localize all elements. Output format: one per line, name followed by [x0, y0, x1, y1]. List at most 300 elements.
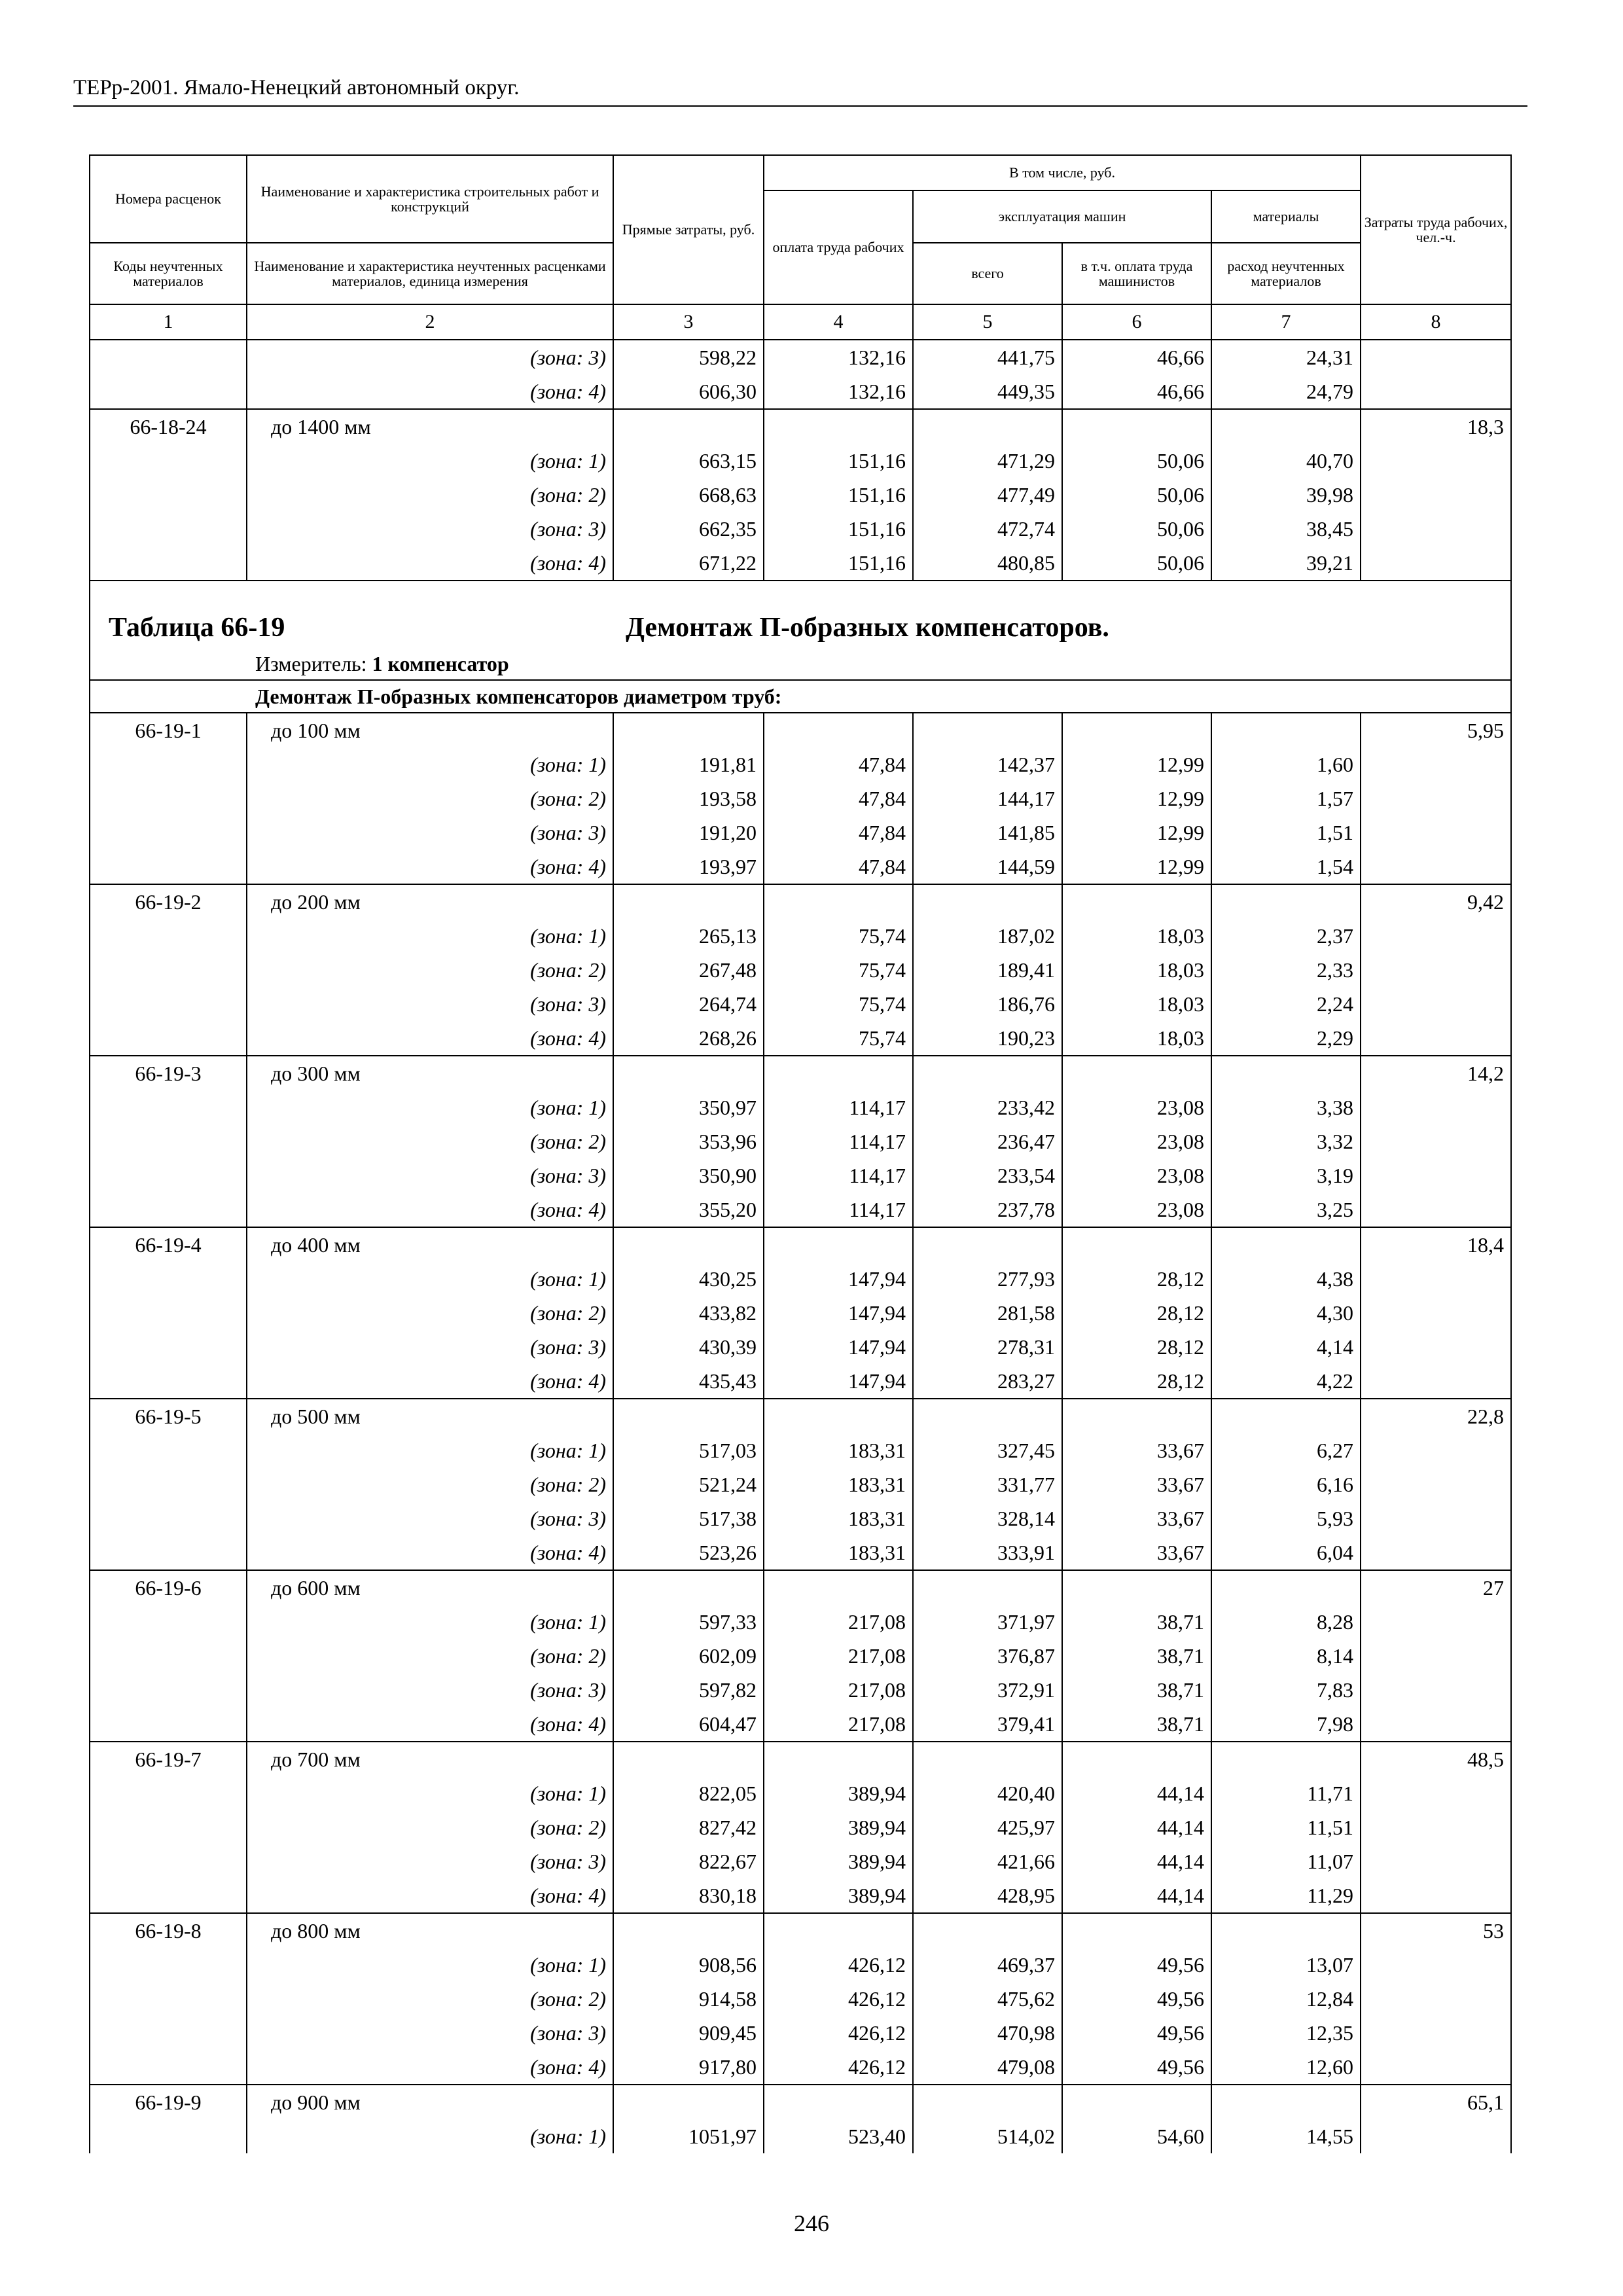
worker-wages: 217,08	[764, 1673, 913, 1707]
zone-label: (зона: 3)	[247, 2016, 613, 2050]
table-row	[90, 1605, 1511, 1639]
table-row	[90, 1056, 1511, 1090]
page-header-title: ТЕРр-2001. Ямало-Ненецкий автономный округ.	[73, 76, 520, 99]
zone-label: (зона: 3)	[247, 1501, 613, 1535]
direct-costs: 521,24	[613, 1467, 764, 1501]
col-number: 8	[1361, 304, 1511, 340]
zone-label: (зона: 4)	[247, 1878, 613, 1913]
worker-wages: 389,94	[764, 1844, 913, 1878]
empty-cell	[1361, 444, 1511, 478]
table-row	[90, 1501, 1511, 1535]
empty-cell	[90, 1844, 247, 1878]
direct-costs: 662,35	[613, 512, 764, 546]
table-row	[90, 1776, 1511, 1810]
empty-cell	[1361, 512, 1511, 546]
table-row	[90, 374, 1511, 409]
empty-cell	[1211, 713, 1361, 747]
operator-wages: 38,71	[1062, 1605, 1211, 1639]
rate-code: 66-19-4	[90, 1227, 247, 1262]
machine-total: 237,78	[913, 1193, 1062, 1227]
empty-cell	[1361, 919, 1511, 953]
table-row	[90, 1262, 1511, 1296]
machine-total: 420,40	[913, 1776, 1062, 1810]
worker-wages: 523,40	[764, 2119, 913, 2153]
labor-hours: 27	[1361, 1570, 1511, 1605]
empty-cell	[90, 1776, 247, 1810]
operator-wages: 49,56	[1062, 2016, 1211, 2050]
rate-code: 66-19-8	[90, 1913, 247, 1948]
table-title: Демонтаж П-образных компенсаторов.	[626, 613, 1109, 643]
direct-costs: 517,38	[613, 1501, 764, 1535]
empty-cell	[1361, 1467, 1511, 1501]
direct-costs: 193,97	[613, 850, 764, 884]
empty-cell	[1062, 1913, 1211, 1948]
empty-cell	[613, 1742, 764, 1776]
operator-wages: 18,03	[1062, 987, 1211, 1021]
col-number: 2	[247, 304, 613, 340]
empty-cell	[1062, 1570, 1211, 1605]
direct-costs: 827,42	[613, 1810, 764, 1844]
table-row	[90, 1707, 1511, 1742]
table-row	[90, 444, 1511, 478]
zone-label: (зона: 4)	[247, 1707, 613, 1742]
labor-hours: 53	[1361, 1913, 1511, 1948]
col-number: 6	[1062, 304, 1211, 340]
empty-cell	[913, 1913, 1062, 1948]
empty-cell	[1361, 1124, 1511, 1158]
zone-label: (зона: 1)	[247, 747, 613, 781]
operator-wages: 49,56	[1062, 2050, 1211, 2085]
empty-cell	[1361, 374, 1511, 409]
zone-label: (зона: 1)	[247, 1090, 613, 1124]
empty-cell	[1211, 1399, 1361, 1433]
table-row	[90, 1193, 1511, 1227]
machine-total: 470,98	[913, 2016, 1062, 2050]
empty-cell	[90, 444, 247, 478]
labor-hours: 22,8	[1361, 1399, 1511, 1433]
direct-costs: 435,43	[613, 1364, 764, 1399]
table-row	[90, 781, 1511, 816]
empty-cell	[90, 2050, 247, 2085]
materials: 4,30	[1211, 1296, 1361, 1330]
table-row	[90, 1742, 1511, 1776]
direct-costs: 517,03	[613, 1433, 764, 1467]
header-oplata: оплата труда рабочих	[764, 190, 913, 304]
empty-cell	[1211, 2085, 1361, 2119]
empty-cell	[613, 1056, 764, 1090]
operator-wages: 12,99	[1062, 816, 1211, 850]
worker-wages: 217,08	[764, 1639, 913, 1673]
empty-cell	[613, 2085, 764, 2119]
col-number: 5	[913, 304, 1062, 340]
materials: 38,45	[1211, 512, 1361, 546]
table-row	[90, 1467, 1511, 1501]
work-name: до 600 мм	[247, 1570, 613, 1605]
empty-cell	[764, 713, 913, 747]
empty-cell	[913, 884, 1062, 919]
work-name: до 1400 мм	[247, 409, 613, 444]
empty-cell	[90, 1707, 247, 1742]
meter-label: Измеритель:	[255, 652, 372, 675]
operator-wages: 50,06	[1062, 546, 1211, 581]
zone-label: (зона: 3)	[247, 1158, 613, 1193]
meter-value: 1 компенсатор	[372, 652, 509, 675]
empty-cell	[613, 1227, 764, 1262]
zone-label: (зона: 2)	[247, 953, 613, 987]
machine-total: 328,14	[913, 1501, 1062, 1535]
operator-wages: 33,67	[1062, 1467, 1211, 1501]
empty-cell	[764, 1913, 913, 1948]
zone-label: (зона: 4)	[247, 1535, 613, 1570]
machine-total: 514,02	[913, 2119, 1062, 2153]
empty-cell	[90, 1639, 247, 1673]
machine-total: 333,91	[913, 1535, 1062, 1570]
empty-cell	[90, 987, 247, 1021]
worker-wages: 426,12	[764, 1948, 913, 1982]
worker-wages: 147,94	[764, 1330, 913, 1364]
worker-wages: 426,12	[764, 1982, 913, 2016]
col-number: 1	[90, 304, 247, 340]
table-row	[90, 1158, 1511, 1193]
worker-wages: 151,16	[764, 444, 913, 478]
empty-cell	[913, 1056, 1062, 1090]
operator-wages: 18,03	[1062, 1021, 1211, 1056]
rate-code: 66-19-2	[90, 884, 247, 919]
direct-costs: 908,56	[613, 1948, 764, 1982]
zone-label: (зона: 1)	[247, 919, 613, 953]
materials: 7,98	[1211, 1707, 1361, 1742]
empty-cell	[90, 1982, 247, 2016]
direct-costs: 430,39	[613, 1330, 764, 1364]
machine-total: 372,91	[913, 1673, 1062, 1707]
operator-wages: 54,60	[1062, 2119, 1211, 2153]
machine-total: 278,31	[913, 1330, 1062, 1364]
empty-cell	[764, 1399, 913, 1433]
empty-cell	[90, 2016, 247, 2050]
header-rule	[73, 105, 1527, 107]
header-nomera: Номера расценок	[90, 155, 247, 243]
empty-cell	[1361, 987, 1511, 1021]
operator-wages: 46,66	[1062, 340, 1211, 374]
direct-costs: 914,58	[613, 1982, 764, 2016]
zone-label: (зона: 1)	[247, 444, 613, 478]
empty-cell	[1361, 1639, 1511, 1673]
zone-label: (зона: 2)	[247, 1810, 613, 1844]
worker-wages: 114,17	[764, 1090, 913, 1124]
materials: 11,07	[1211, 1844, 1361, 1878]
operator-wages: 23,08	[1062, 1193, 1211, 1227]
table-row	[90, 884, 1511, 919]
empty-cell	[1361, 1810, 1511, 1844]
table-row	[90, 340, 1511, 374]
operator-wages: 23,08	[1062, 1124, 1211, 1158]
operator-wages: 12,99	[1062, 747, 1211, 781]
operator-wages: 46,66	[1062, 374, 1211, 409]
header-naim-neuch: Наименование и характеристика неучтенных расценками материалов, единица измерения	[247, 243, 613, 304]
table-row	[90, 1364, 1511, 1399]
table-row	[90, 1227, 1511, 1262]
zone-label: (зона: 2)	[247, 1467, 613, 1501]
empty-cell	[613, 1399, 764, 1433]
work-name: до 300 мм	[247, 1056, 613, 1090]
zone-label: (зона: 2)	[247, 1639, 613, 1673]
empty-cell	[1361, 1296, 1511, 1330]
direct-costs: 268,26	[613, 1021, 764, 1056]
zone-label: (зона: 3)	[247, 1330, 613, 1364]
rates-table	[89, 154, 1512, 2153]
zone-label: (зона: 1)	[247, 1262, 613, 1296]
table-row	[90, 850, 1511, 884]
direct-costs: 606,30	[613, 374, 764, 409]
empty-cell	[1211, 1227, 1361, 1262]
worker-wages: 114,17	[764, 1193, 913, 1227]
zone-label: (зона: 4)	[247, 850, 613, 884]
worker-wages: 183,31	[764, 1535, 913, 1570]
labor-hours: 9,42	[1361, 884, 1511, 919]
zone-label: (зона: 3)	[247, 987, 613, 1021]
table-row	[90, 1399, 1511, 1433]
empty-cell	[1361, 478, 1511, 512]
table-row	[90, 1021, 1511, 1056]
table-row	[90, 478, 1511, 512]
empty-cell	[1361, 747, 1511, 781]
operator-wages: 18,03	[1062, 953, 1211, 987]
materials: 40,70	[1211, 444, 1361, 478]
machine-total: 277,93	[913, 1262, 1062, 1296]
zone-label: (зона: 1)	[247, 1433, 613, 1467]
header-naim: Наименование и характеристика строительных работ и конструкций	[247, 155, 613, 243]
empty-cell	[90, 850, 247, 884]
materials: 3,19	[1211, 1158, 1361, 1193]
materials: 6,04	[1211, 1535, 1361, 1570]
work-name: до 800 мм	[247, 1913, 613, 1948]
materials: 8,14	[1211, 1639, 1361, 1673]
table-row	[90, 2016, 1511, 2050]
operator-wages: 18,03	[1062, 919, 1211, 953]
machine-total: 441,75	[913, 340, 1062, 374]
empty-cell	[1361, 1330, 1511, 1364]
col-number: 4	[764, 304, 913, 340]
machine-total: 190,23	[913, 1021, 1062, 1056]
empty-cell	[1361, 1433, 1511, 1467]
machine-total: 233,54	[913, 1158, 1062, 1193]
materials: 6,16	[1211, 1467, 1361, 1501]
zone-label: (зона: 2)	[247, 1296, 613, 1330]
table-row	[90, 1090, 1511, 1124]
machine-total: 141,85	[913, 816, 1062, 850]
machine-total: 142,37	[913, 747, 1062, 781]
worker-wages: 47,84	[764, 781, 913, 816]
operator-wages: 49,56	[1062, 1948, 1211, 1982]
worker-wages: 389,94	[764, 1776, 913, 1810]
empty-cell	[1211, 409, 1361, 444]
empty-cell	[1062, 713, 1211, 747]
machine-total: 379,41	[913, 1707, 1062, 1742]
operator-wages: 44,14	[1062, 1844, 1211, 1878]
rate-code: 66-19-9	[90, 2085, 247, 2119]
empty-cell	[90, 1535, 247, 1570]
machine-total: 189,41	[913, 953, 1062, 987]
empty-cell	[90, 2119, 247, 2153]
operator-wages: 49,56	[1062, 1982, 1211, 2016]
direct-costs: 350,97	[613, 1090, 764, 1124]
worker-wages: 183,31	[764, 1501, 913, 1535]
materials: 24,31	[1211, 340, 1361, 374]
table-subtitle: Демонтаж П-образных компенсаторов диаметром труб:	[90, 680, 1511, 713]
empty-cell	[1361, 1878, 1511, 1913]
operator-wages: 28,12	[1062, 1262, 1211, 1296]
empty-cell	[90, 1021, 247, 1056]
header-v-tch: в т.ч. оплата труда машинистов	[1062, 243, 1211, 304]
empty-cell	[90, 1124, 247, 1158]
empty-cell	[764, 1570, 913, 1605]
materials: 24,79	[1211, 374, 1361, 409]
empty-cell	[1361, 1193, 1511, 1227]
direct-costs: 909,45	[613, 2016, 764, 2050]
operator-wages: 28,12	[1062, 1330, 1211, 1364]
zone-label: (зона: 3)	[247, 512, 613, 546]
empty-cell	[1361, 1158, 1511, 1193]
empty-cell	[90, 1193, 247, 1227]
empty-cell	[90, 919, 247, 953]
zone-label: (зона: 4)	[247, 2050, 613, 2085]
empty-cell	[613, 1570, 764, 1605]
operator-wages: 38,71	[1062, 1639, 1211, 1673]
empty-cell	[90, 1948, 247, 1982]
materials: 7,83	[1211, 1673, 1361, 1707]
empty-cell	[1361, 1364, 1511, 1399]
table-row	[90, 409, 1511, 444]
empty-cell	[764, 2085, 913, 2119]
labor-hours: 18,3	[1361, 409, 1511, 444]
table-row	[90, 2050, 1511, 2085]
direct-costs: 433,82	[613, 1296, 764, 1330]
empty-cell	[1211, 1056, 1361, 1090]
empty-cell	[764, 1227, 913, 1262]
table-row	[90, 2119, 1511, 2153]
machine-total: 331,77	[913, 1467, 1062, 1501]
rate-code: 66-18-24	[90, 409, 247, 444]
page-number: 246	[794, 2210, 829, 2236]
empty-cell	[90, 816, 247, 850]
operator-wages: 38,71	[1062, 1707, 1211, 1742]
materials: 4,22	[1211, 1364, 1361, 1399]
rate-code: 66-19-6	[90, 1570, 247, 1605]
worker-wages: 183,31	[764, 1433, 913, 1467]
materials: 2,29	[1211, 1021, 1361, 1056]
work-name: до 100 мм	[247, 713, 613, 747]
direct-costs: 267,48	[613, 953, 764, 987]
col-number: 3	[613, 304, 764, 340]
empty-cell	[1361, 1021, 1511, 1056]
materials: 4,14	[1211, 1330, 1361, 1364]
operator-wages: 23,08	[1062, 1158, 1211, 1193]
worker-wages: 114,17	[764, 1124, 913, 1158]
machine-total: 479,08	[913, 2050, 1062, 2085]
operator-wages: 50,06	[1062, 478, 1211, 512]
rate-code: 66-19-7	[90, 1742, 247, 1776]
operator-wages: 28,12	[1062, 1296, 1211, 1330]
worker-wages: 151,16	[764, 546, 913, 581]
empty-cell	[1361, 1948, 1511, 1982]
machine-total: 421,66	[913, 1844, 1062, 1878]
empty-cell	[1361, 1673, 1511, 1707]
zone-label: (зона: 2)	[247, 1982, 613, 2016]
empty-cell	[913, 2085, 1062, 2119]
empty-cell	[613, 409, 764, 444]
empty-cell	[1361, 953, 1511, 987]
direct-costs: 193,58	[613, 781, 764, 816]
operator-wages: 28,12	[1062, 1364, 1211, 1399]
rate-code: 66-19-5	[90, 1399, 247, 1433]
empty-cell	[913, 409, 1062, 444]
table-row	[90, 1570, 1511, 1605]
operator-wages: 33,67	[1062, 1501, 1211, 1535]
work-name: до 900 мм	[247, 2085, 613, 2119]
empty-cell	[1361, 1090, 1511, 1124]
worker-wages: 47,84	[764, 850, 913, 884]
table-row	[90, 1673, 1511, 1707]
labor-hours: 48,5	[1361, 1742, 1511, 1776]
materials: 2,24	[1211, 987, 1361, 1021]
table-66-19-rows	[90, 713, 1511, 2153]
materials: 3,32	[1211, 1124, 1361, 1158]
machine-total: 475,62	[913, 1982, 1062, 2016]
direct-costs: 265,13	[613, 919, 764, 953]
direct-costs: 353,96	[613, 1124, 764, 1158]
materials: 14,55	[1211, 2119, 1361, 2153]
empty-cell	[1062, 1056, 1211, 1090]
empty-cell	[90, 747, 247, 781]
zone-label: (зона: 4)	[247, 546, 613, 581]
table-row	[90, 1296, 1511, 1330]
empty-cell	[1361, 850, 1511, 884]
empty-cell	[90, 1467, 247, 1501]
worker-wages: 47,84	[764, 747, 913, 781]
materials: 1,57	[1211, 781, 1361, 816]
empty-cell	[90, 546, 247, 581]
operator-wages: 23,08	[1062, 1090, 1211, 1124]
empty-cell	[90, 953, 247, 987]
direct-costs: 822,05	[613, 1776, 764, 1810]
machine-total: 425,97	[913, 1810, 1062, 1844]
empty-cell	[1361, 1707, 1511, 1742]
direct-costs: 597,33	[613, 1605, 764, 1639]
table-66-19-title-block	[90, 581, 1511, 713]
zone-label: (зона: 4)	[247, 1193, 613, 1227]
materials: 2,33	[1211, 953, 1361, 987]
work-name: до 700 мм	[247, 1742, 613, 1776]
table-row	[90, 546, 1511, 581]
operator-wages: 12,99	[1062, 781, 1211, 816]
machine-total: 469,37	[913, 1948, 1062, 1982]
machine-total: 477,49	[913, 478, 1062, 512]
operator-wages: 12,99	[1062, 850, 1211, 884]
direct-costs: 602,09	[613, 1639, 764, 1673]
materials: 12,35	[1211, 2016, 1361, 2050]
direct-costs: 350,90	[613, 1158, 764, 1193]
direct-costs: 191,20	[613, 816, 764, 850]
machine-total: 187,02	[913, 919, 1062, 953]
work-name: до 200 мм	[247, 884, 613, 919]
zone-label: (зона: 3)	[247, 1844, 613, 1878]
empty-cell	[913, 1227, 1062, 1262]
empty-cell	[1361, 816, 1511, 850]
worker-wages: 75,74	[764, 953, 913, 987]
header-zatraty: Затраты труда рабочих, чел.-ч.	[1361, 155, 1511, 304]
operator-wages: 50,06	[1062, 512, 1211, 546]
empty-cell	[1062, 2085, 1211, 2119]
